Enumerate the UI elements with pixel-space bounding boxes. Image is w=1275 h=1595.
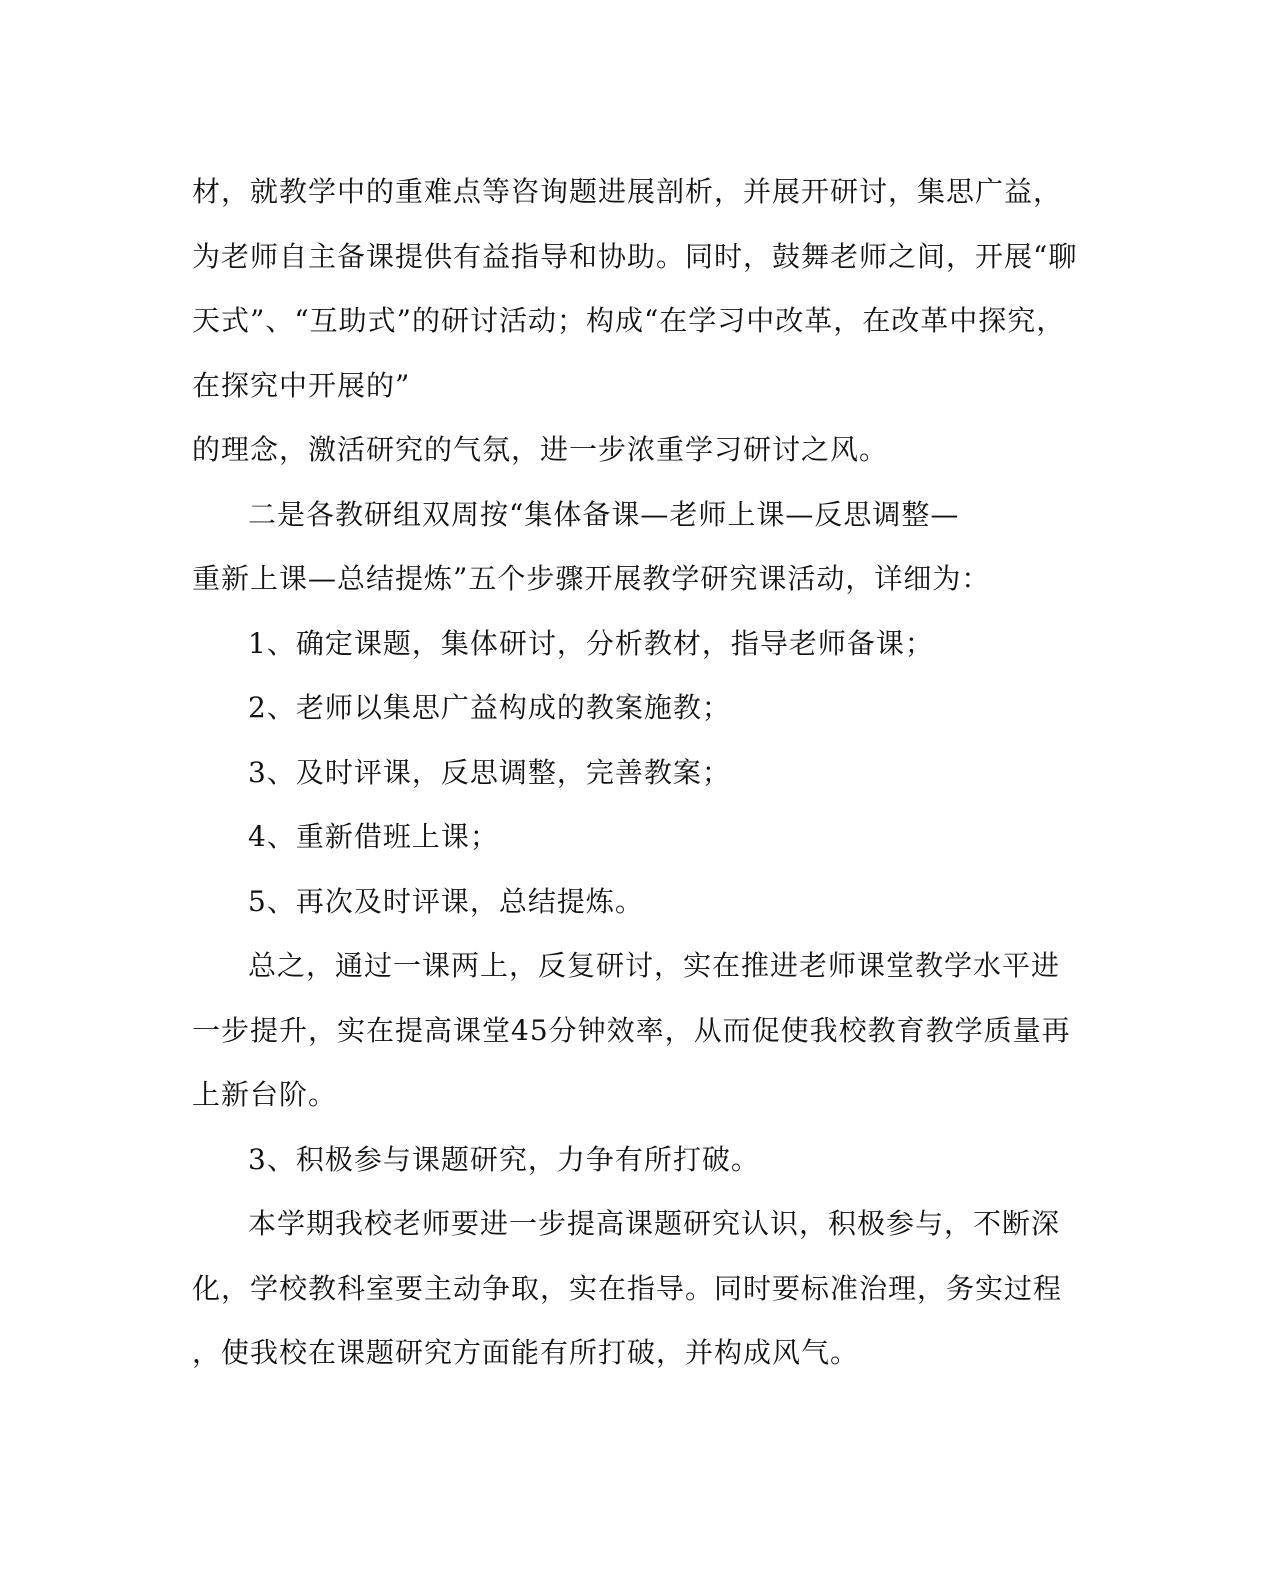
text-line: 重新上课—总结提炼”五个步骤开展教学研究课活动，详细为：	[192, 562, 991, 595]
text-line: 材，就教学中的重难点等咨询题进展剖析，并展开研讨，集思广益，	[192, 175, 1063, 208]
list-item: 4、重新借班上课；	[248, 820, 499, 853]
text-line: 的理念，激活研究的气氛，进一步浓重学习研讨之风。	[192, 433, 889, 466]
text-line: 本学期我校老师要进一步提高课题研究认识，积极参与，不断深	[248, 1207, 1061, 1240]
text-line: 为老师自主备课提供有益指导和协助。同时，鼓舞老师之间，开展“聊	[192, 239, 1078, 273]
text-line: 化，学校教科室要主动争取，实在指导。同时要标准治理，务实过程	[192, 1271, 1063, 1305]
text-line: 一步提升，实在提高课堂45分钟效率，从而促使我校教育教学质量再	[192, 1013, 1071, 1047]
text-line: 总之，通过一课两上，反复研讨，实在推进老师课堂教学水平进	[248, 949, 1061, 982]
text-line: 天式”、“互助式”的研讨活动；构成“在学习中改革，在改革中探究，	[192, 304, 1066, 337]
text-line: 二是各教研组双周按“集体备课—老师上课—反思调整—	[248, 497, 960, 531]
list-item: 1、确定课题，集体研讨，分析教材，指导老师备课；	[248, 626, 934, 660]
document-body	[192, 170, 1092, 1396]
text-line: 在探究中开展的”	[192, 368, 411, 402]
list-item: 5、再次及时评课，总结提炼。	[248, 884, 644, 918]
section-heading: 3、积极参与课题研究，力争有所打破。	[248, 1142, 760, 1176]
text-line: ，使我校在课题研究方面能有所打破，并构成风气。	[192, 1336, 860, 1369]
list-item: 3、及时评课，反思调整，完善教案；	[248, 755, 731, 789]
text-line: 上新台阶。	[192, 1078, 338, 1111]
list-item: 2、老师以集思广益构成的教案施教；	[248, 691, 731, 724]
